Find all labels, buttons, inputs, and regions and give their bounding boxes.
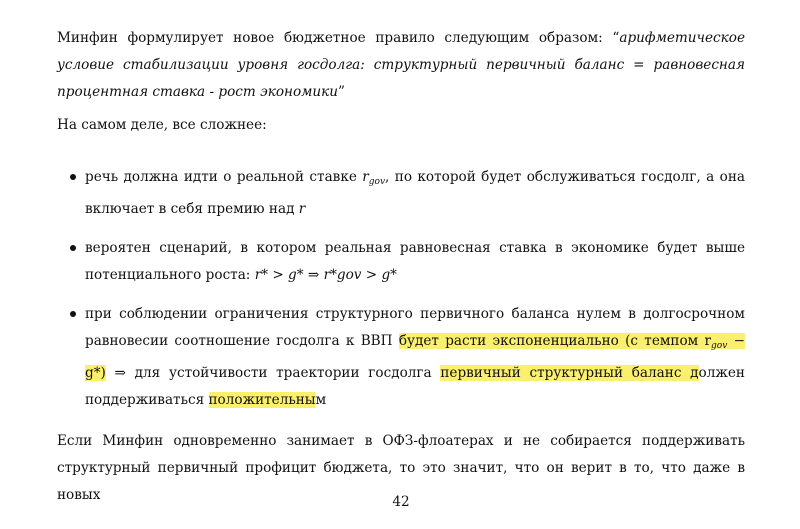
text-run: вероятен сценарий, в котором реальная равновесная ставка в экономике будет выше потенциального роста:	[85, 240, 745, 283]
text-run: будет расти экспоненциально (с темпом r	[398, 333, 712, 349]
quote-italic: арифметическое условие стабилизации уровня госдолга: структурный первичный баланс = равновесная процентная ставка - рост экономики	[57, 30, 745, 100]
paragraph-conclusion: Если Минфин одновременно занимает в ОФЗ-флоатерах и не собирается поддерживать структурный первичный профицит бюджета, то это значит, что он верит в то, что даже в новых	[57, 433, 745, 503]
math-formula: r* > g* ⇒ r*gov > g*	[254, 267, 397, 283]
bullet-item-2	[57, 235, 745, 289]
bullet-dot-icon	[70, 245, 76, 251]
bullet-dot-icon	[70, 174, 76, 180]
text-run: Минфин формулирует новое бюджетное правило следующим образом: “	[57, 30, 620, 46]
text-run: − g*)	[85, 333, 745, 381]
page-number: 42	[392, 494, 410, 510]
text-run: , по которой будет обслуживаться госдолг, а она включает в себя премию над	[85, 169, 745, 217]
bullet-dot-icon	[70, 311, 76, 317]
text-run: ”	[338, 84, 345, 100]
math-var: r	[298, 201, 306, 217]
paragraph-budget-rule	[57, 25, 745, 106]
text-run: м	[315, 392, 327, 408]
bullet-item-3	[57, 301, 745, 414]
text-run: речь должна идти о реальной ставке	[85, 169, 363, 185]
math-sub: gov	[711, 341, 728, 351]
text-run: олжен поддерживаться	[85, 365, 745, 408]
text-run: при соблюдении ограничения структурного первичного баланса нулем в долгосрочном равновесии соотношение госдолга к ВВП	[85, 306, 745, 349]
highlight-2: первичный структурный баланс д	[440, 365, 699, 381]
math-sub: gov	[368, 177, 386, 187]
bullet-item-1	[57, 164, 745, 223]
bullet-list	[57, 164, 745, 426]
math-var: r	[362, 169, 369, 185]
text-run: ⇒ для устойчивости траектории госдолга	[105, 365, 441, 381]
paragraph-intro: На самом деле, все сложнее:	[57, 117, 267, 133]
highlight-3: положительны	[208, 392, 316, 408]
